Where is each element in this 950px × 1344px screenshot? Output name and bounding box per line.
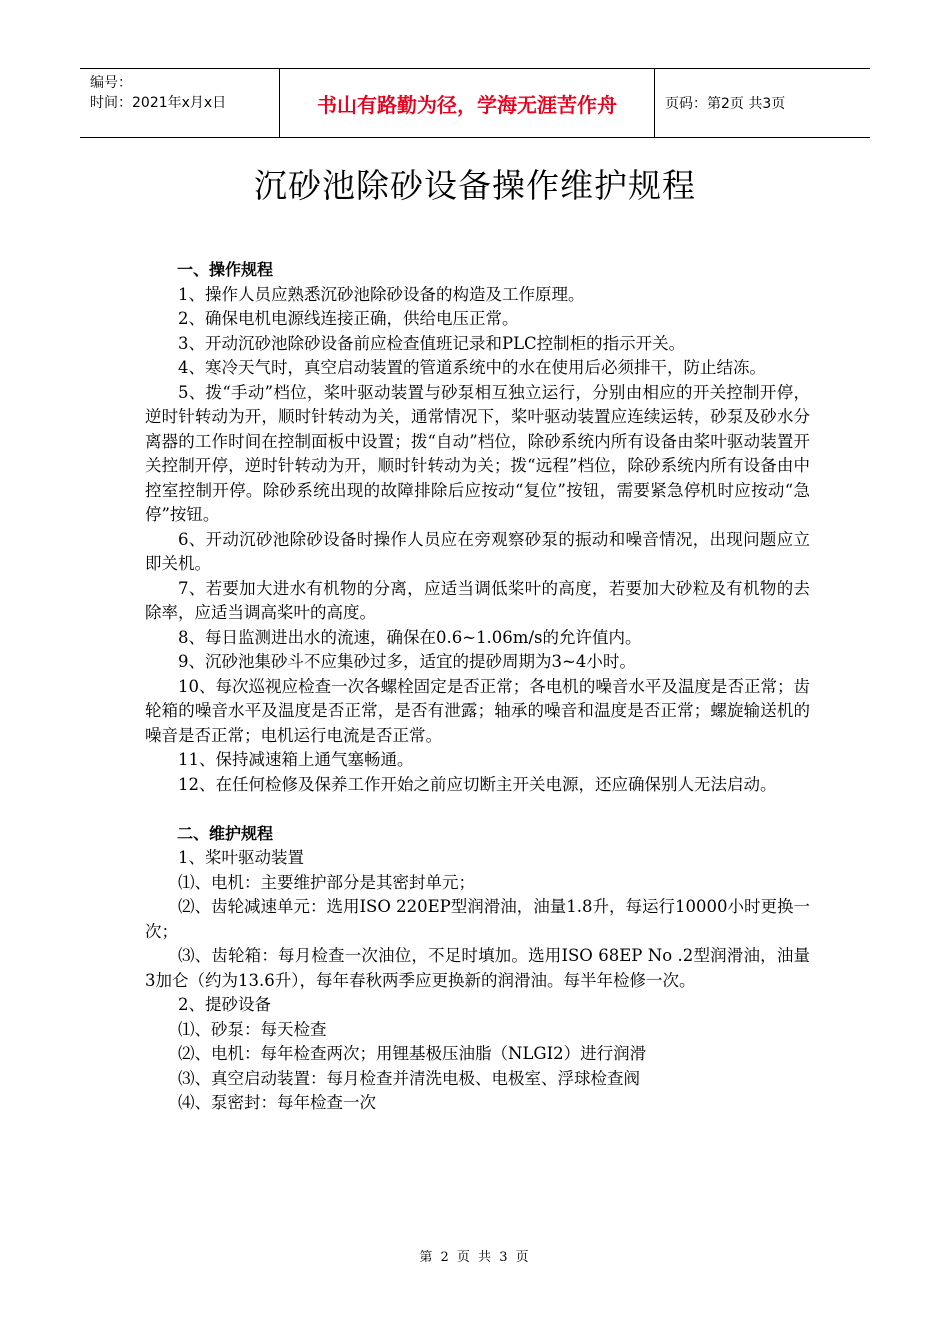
paragraph: 9、沉砂池集砂斗不应集砂过多，适宜的提砂周期为3~4小时。 [178,652,636,671]
paragraph: ⑵、电机：每年检查两次；用锂基极压油脂（NLGI2）进行润滑 [178,1044,647,1063]
paragraph: 12、在任何检修及保养工作开始之前应切断主开关电源，还应确保别人无法启动。 [178,774,777,794]
document-title: 沉砂池除砂设备操作维护规程 [254,166,696,205]
paragraph: ⑴、砂泵：每天检查 [178,1019,327,1039]
paragraph: ⑴、电机：主要维护部分是其密封单元； [178,872,475,892]
paragraph: 1、操作人员应熟悉沉砂池除砂设备的构造及工作原理。 [178,284,585,304]
paragraph: 11、保持减速箱上通气塞畅通。 [178,750,414,769]
page-header [80,68,870,138]
paragraph: 4、寒冷天气时，真空启动装置的管道系统中的水在使用后必须排干，防止结冻。 [178,358,766,377]
header-motto: 书山有路勤为径，学海无涯苦作舟 [280,69,655,137]
paragraph: 7、若要加大进水有机物的分离，应适当调低桨叶的高度，若要加大砂粒及有机物的去除率，应适当调高桨叶的高度。 [145,578,810,622]
paragraph: 2、确保电机电源线连接正确，供给电压正常。 [178,309,519,328]
paragraph: ⑷、泵密封：每年检查一次 [178,1093,376,1112]
page-footer: 第 2 页 共 3 页 [419,1250,531,1265]
document-body [145,258,810,1116]
paragraph: 6、开动沉砂池除砂设备时操作人员应在旁观察砂泵的振动和噪音情况，出现问题应立即关机。 [145,529,810,573]
section-spacer [145,797,810,822]
paragraph: ⑶、齿轮箱：每月检查一次油位，不足时填加。选用ISO 68EP No .2型润滑油，油量3加仑（约为13.6升），每年春秋两季应更换新的润滑油。每半年检修一次。 [145,946,810,990]
paragraph: ⑶、真空启动装置：每月检查并清洗电极、电极室、浮球检查阀 [178,1068,640,1088]
paragraph: 1、桨叶驱动装置 [178,848,304,867]
paragraph: 10、每次巡视应检查一次各螺栓固定是否正常；各电机的噪音水平及温度是否正常；齿轮箱的噪音水平及温度是否正常，是否有泄露；轴承的噪音和温度是否正常；螺旋输送机的噪音是否正常；电机运行电流是否正常。 [145,676,810,745]
section-heading: 二、维护规程 [177,823,274,843]
paragraph: 3、开动沉砂池除砂设备前应检查值班记录和PLC控制柜的指示开关。 [178,333,686,353]
document-number-label: 编号： [90,75,132,91]
paragraph: 2、提砂设备 [178,995,271,1014]
document-time-label: 时间：2021年x月x日 [90,95,227,111]
section-heading: 一、操作规程 [177,260,274,279]
header-page-label: 页码：第2页 共3页 [665,96,786,112]
paragraph: 8、每日监测进出水的流速，确保在0.6~1.06m/s的允许值内。 [178,627,642,647]
header-meta [80,69,280,137]
paragraph: 5、拨“手动”档位，桨叶驱动装置与砂泵相互独立运行，分别由相应的开关控制开停，逆时针转动为开，顺时针转动为关，通常情况下，桨叶驱动装置应连续运转，砂泵及砂水分离器的工作时间在控制面板中设置；拨“自动”档位，除砂系统内所有设备由桨叶驱动装置开关控制开停，逆时针转动为开，顺时针转动为关；拨“远程”档位，除砂系统内所有设备由中控室控制开停。除砂系统出现的故障排除后应按动“复位”按钮，需要紧急停机时应按动“急停”按钮。 [145,382,810,524]
paragraph: ⑵、齿轮减速单元：选用ISO 220EP型润滑油，油量1.8升，每运行10000小时更换一次； [145,897,810,941]
